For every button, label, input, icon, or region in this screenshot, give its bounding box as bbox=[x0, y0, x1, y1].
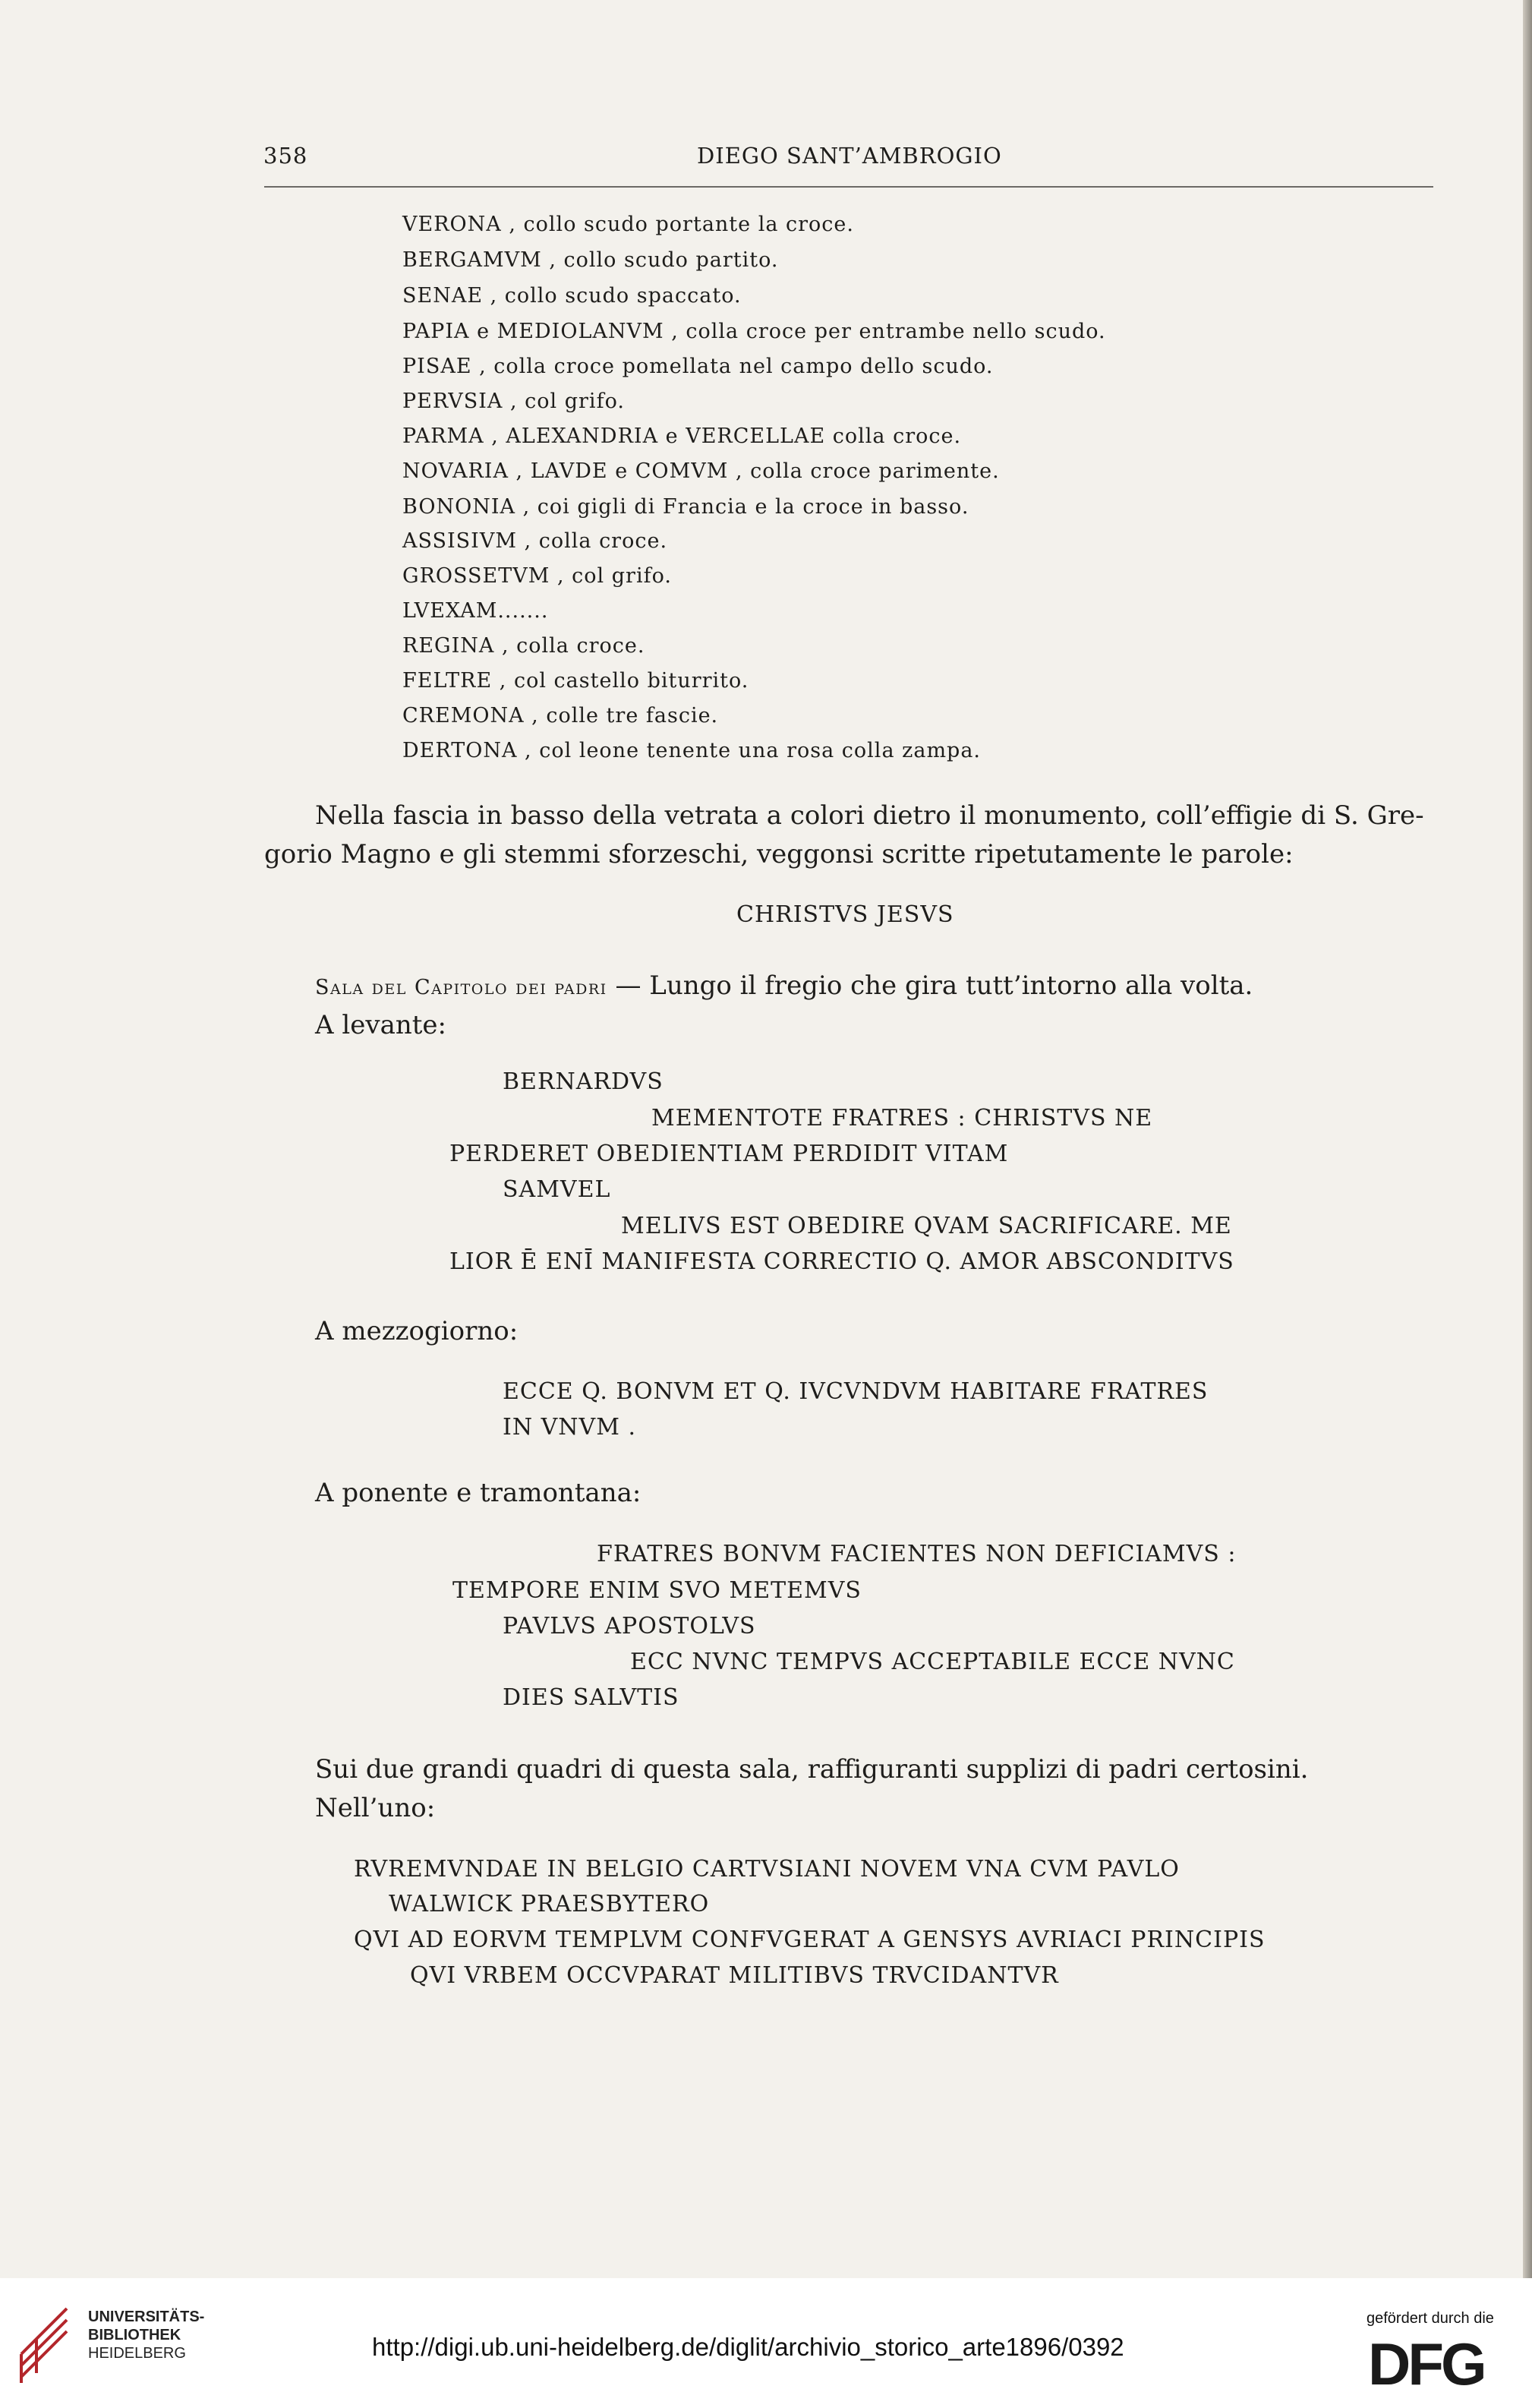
list-item: PISAE , colla croce pomellata nel campo dello scudo. bbox=[402, 355, 994, 378]
paragraph-line: Nell’uno: bbox=[315, 1793, 436, 1823]
list-item: FELTRE , col castello biturrito. bbox=[402, 669, 749, 693]
list-item: VERONA , collo scudo portante la croce. bbox=[402, 213, 854, 236]
inscription-line: LIOR Ē ENĪ MANIFESTA CORRECTIO Q. AMOR ABSCONDITVS bbox=[449, 1248, 1234, 1275]
inscription-line: TEMPORE ENIM SVO METEMVS bbox=[452, 1577, 862, 1604]
ponente-label: A ponente e tramontana: bbox=[315, 1478, 641, 1508]
sala-heading: Sala del Capitolo dei padri bbox=[315, 976, 607, 999]
paragraph-line: gorio Magno e gli stemmi sforzeschi, veggonsi scritte ripetutamente le parole: bbox=[264, 839, 1294, 869]
ub-heidelberg-logo-icon bbox=[14, 2301, 77, 2384]
list-item: LVEXAM....... bbox=[402, 599, 549, 623]
list-item: NOVARIA , LAVDE e COMVM , colla croce parimente. bbox=[402, 459, 1000, 483]
page-number: 358 bbox=[263, 143, 308, 169]
inscription-line: PAVLVS APOSTOLVS bbox=[503, 1613, 756, 1640]
sala-line bbox=[315, 970, 1253, 1001]
inscription-line: FRATRES BONVM FACIENTES NON DEFICIAMVS : bbox=[597, 1541, 1237, 1567]
running-title: DIEGO SANT’AMBROGIO bbox=[697, 143, 1002, 169]
funded-by-text: gefördert durch die bbox=[1367, 2310, 1494, 2327]
list-item: DERTONA , col leone tenente una rosa colla zampa. bbox=[402, 739, 982, 762]
list-item: PARMA , ALEXANDRIA e VERCELLAE colla croce. bbox=[402, 424, 962, 448]
inscription-line: ECC NVNC TEMPVS ACCEPTABILE ECCE NVNC bbox=[630, 1649, 1235, 1675]
dfg-logo bbox=[1367, 2331, 1511, 2392]
list-item: BONONIA , coi gigli di Francia e la croce in basso. bbox=[402, 495, 969, 519]
list-item: PAPIA e MEDIOLANVM , colla croce per entrambe nello scudo. bbox=[402, 320, 1106, 343]
levante-label: A levante: bbox=[315, 1010, 446, 1040]
sala-text: — Lungo il fregio che gira tutt’intorno alla volta. bbox=[607, 970, 1253, 1001]
list-item: SENAE , collo scudo spaccato. bbox=[402, 284, 742, 308]
inscription-line: QVI AD EORVM TEMPLVM CONFVGERAT A GENSYS AVRIACI PRINCIPIS bbox=[354, 1927, 1266, 1953]
inscription-line: SAMVEL bbox=[503, 1176, 611, 1203]
inscription-line: MEMENTOTE FRATRES : CHRISTVS NE bbox=[651, 1105, 1153, 1131]
page-edge bbox=[1523, 0, 1532, 2278]
library-name-line: HEIDELBERG bbox=[88, 2345, 186, 2362]
list-item: ASSISIVM , colla croce. bbox=[402, 529, 668, 553]
inscription-line: RVREMVNDAE IN BELGIO CARTVSIANI NOVEM VNA CVM PAVLO bbox=[354, 1856, 1180, 1883]
list-item: BERGAMVM , collo scudo partito. bbox=[402, 248, 779, 272]
list-item: PERVSIA , col grifo. bbox=[402, 390, 625, 413]
footer-bar bbox=[0, 2278, 1532, 2408]
source-url-link[interactable]: http://digi.ub.uni-heidelberg.de/diglit/archivio_storico_arte1896/0392 bbox=[372, 2333, 1124, 2361]
inscription-line: BERNARDVS bbox=[503, 1068, 664, 1095]
inscription-line: MELIVS EST OBEDIRE QVAM SACRIFICARE. ME bbox=[621, 1213, 1232, 1239]
inscription-line: IN VNVM . bbox=[503, 1414, 637, 1441]
inscription-line: WALWICK PRAESBYTERO bbox=[389, 1891, 710, 1917]
mezzogiorno-label: A mezzogiorno: bbox=[315, 1316, 519, 1346]
christus-jesus-inscription: CHRISTVS JESVS bbox=[736, 901, 954, 928]
inscription-line: PERDERET OBEDIENTIAM PERDIDIT VITAM bbox=[449, 1141, 1009, 1167]
inscription-line: DIES SALVTIS bbox=[503, 1684, 679, 1711]
list-item: GROSSETVM , col grifo. bbox=[402, 564, 672, 588]
inscription-line: QVI VRBEM OCCVPARAT MILITIBVS TRVCIDANTVR bbox=[410, 1962, 1059, 1989]
list-item: REGINA , colla croce. bbox=[402, 634, 645, 658]
library-name-line: UNIVERSITÄTS- bbox=[88, 2309, 205, 2325]
inscription-line: ECCE Q. BONVM ET Q. IVCVNDVM HABITARE FRATRES bbox=[503, 1378, 1209, 1405]
header-rule bbox=[264, 186, 1433, 188]
list-item: CREMONA , colle tre fascie. bbox=[402, 704, 719, 727]
dfg-logo-text: DFG bbox=[1368, 2331, 1484, 2392]
library-name-line: BIBLIOTHEK bbox=[88, 2327, 181, 2343]
paragraph-line: Nella fascia in basso della vetrata a colori dietro il monumento, coll’effigie di S. Gre- bbox=[315, 800, 1424, 831]
paragraph-line: Sui due grandi quadri di questa sala, raffiguranti supplizi di padri certosini. bbox=[315, 1754, 1309, 1785]
